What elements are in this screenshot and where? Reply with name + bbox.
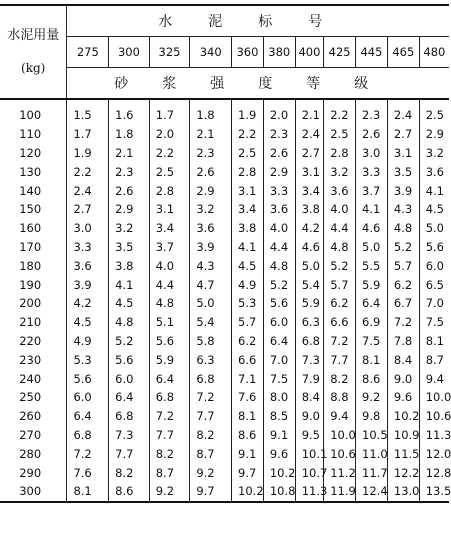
strength-cell: 1.9 [67, 144, 109, 163]
table-row [0, 275, 449, 294]
strength-cell: 5.2 [263, 275, 295, 294]
strength-cell: 3.1 [149, 200, 190, 219]
cement-amount-cell: 220 [0, 332, 67, 351]
strength-cell: 10.7 [295, 463, 324, 482]
strength-cell: 2.7 [67, 200, 109, 219]
strength-cell: 8.6 [109, 482, 150, 502]
strength-cell: 4.5 [67, 313, 109, 332]
strength-cell: 5.3 [67, 350, 109, 369]
table-row [0, 181, 449, 200]
strength-cell: 2.6 [190, 162, 232, 181]
cement-amount-cell: 100 [0, 99, 67, 125]
strength-table-wrapper [0, 4, 449, 503]
cement-amount-cell: 150 [0, 200, 67, 219]
strength-cell: 5.3 [232, 294, 264, 313]
table-row [0, 99, 449, 125]
table-row [0, 125, 449, 144]
strength-cell: 8.2 [109, 463, 150, 482]
strength-cell: 4.5 [232, 256, 264, 275]
strength-cell: 10.6 [324, 444, 356, 463]
strength-cell: 3.9 [67, 275, 109, 294]
cement-grade-480: 480 [419, 37, 449, 68]
strength-cell: 2.2 [324, 99, 356, 125]
strength-cell: 5.2 [387, 238, 419, 257]
strength-cell: 2.4 [387, 99, 419, 125]
cement-amount-cell: 230 [0, 350, 67, 369]
table-body [0, 99, 449, 502]
cement-amount-cell: 280 [0, 444, 67, 463]
strength-cell: 5.4 [190, 313, 232, 332]
strength-cell: 3.0 [356, 144, 388, 163]
mortar-strength-table [0, 4, 449, 503]
cement-amount-cell: 180 [0, 256, 67, 275]
strength-cell: 3.1 [295, 162, 324, 181]
strength-cell: 9.0 [387, 369, 419, 388]
strength-cell: 5.7 [387, 256, 419, 275]
strength-cell: 4.4 [263, 238, 295, 257]
strength-cell: 10.2 [263, 463, 295, 482]
strength-cell: 2.2 [67, 162, 109, 181]
strength-cell: 2.0 [149, 125, 190, 144]
cement-grade-340: 340 [190, 37, 232, 68]
strength-cell: 3.6 [67, 256, 109, 275]
strength-cell: 10.2 [387, 407, 419, 426]
strength-cell: 8.2 [149, 444, 190, 463]
strength-cell: 5.6 [109, 350, 150, 369]
strength-cell: 9.2 [190, 463, 232, 482]
strength-cell: 8.2 [190, 426, 232, 445]
table-row [0, 388, 449, 407]
strength-cell: 6.4 [263, 332, 295, 351]
strength-cell: 1.5 [67, 99, 109, 125]
cement-grade-400: 400 [295, 37, 324, 68]
strength-cell: 1.8 [109, 125, 150, 144]
cement-amount-cell: 160 [0, 219, 67, 238]
strength-cell: 12.2 [387, 463, 419, 482]
strength-cell: 4.2 [295, 219, 324, 238]
strength-cell: 2.2 [149, 144, 190, 163]
strength-cell: 4.9 [232, 275, 264, 294]
table-row [0, 313, 449, 332]
table-row [0, 162, 449, 181]
table-row [0, 238, 449, 257]
strength-cell: 4.5 [109, 294, 150, 313]
strength-cell: 5.9 [356, 275, 388, 294]
cement-grade-445: 445 [356, 37, 388, 68]
strength-cell: 3.4 [149, 219, 190, 238]
table-header [0, 5, 449, 99]
table-row [0, 426, 449, 445]
table-row [0, 256, 449, 275]
strength-cell: 4.0 [263, 219, 295, 238]
strength-cell: 6.5 [419, 275, 449, 294]
strength-cell: 3.9 [387, 181, 419, 200]
strength-cell: 6.0 [419, 256, 449, 275]
strength-cell: 5.4 [295, 275, 324, 294]
strength-cell: 11.9 [324, 482, 356, 502]
strength-cell: 4.3 [190, 256, 232, 275]
cement-grade-360: 360 [232, 37, 264, 68]
table-row [0, 144, 449, 163]
strength-cell: 7.6 [67, 463, 109, 482]
strength-cell: 5.6 [149, 332, 190, 351]
cement-amount-cell: 260 [0, 407, 67, 426]
strength-cell: 9.2 [149, 482, 190, 502]
strength-cell: 3.3 [67, 238, 109, 257]
strength-cell: 9.1 [263, 426, 295, 445]
strength-cell: 7.5 [263, 369, 295, 388]
strength-cell: 12.8 [419, 463, 449, 482]
strength-cell: 6.3 [295, 313, 324, 332]
strength-cell: 10.0 [324, 426, 356, 445]
strength-cell: 4.3 [387, 200, 419, 219]
strength-cell: 7.9 [295, 369, 324, 388]
strength-cell: 3.6 [190, 219, 232, 238]
strength-cell: 2.8 [324, 144, 356, 163]
strength-cell: 10.5 [356, 426, 388, 445]
strength-cell: 8.6 [232, 426, 264, 445]
strength-cell: 2.4 [67, 181, 109, 200]
strength-cell: 8.2 [324, 369, 356, 388]
strength-cell: 2.5 [324, 125, 356, 144]
strength-cell: 4.4 [324, 219, 356, 238]
strength-cell: 3.9 [190, 238, 232, 257]
strength-cell: 1.8 [190, 99, 232, 125]
strength-cell: 7.2 [190, 388, 232, 407]
strength-cell: 4.1 [232, 238, 264, 257]
strength-cell: 6.6 [232, 350, 264, 369]
strength-cell: 7.5 [419, 313, 449, 332]
strength-cell: 11.7 [356, 463, 388, 482]
strength-cell: 4.0 [149, 256, 190, 275]
cement-amount-cell: 290 [0, 463, 67, 482]
strength-cell: 5.8 [190, 332, 232, 351]
strength-cell: 3.7 [356, 181, 388, 200]
strength-cell: 2.6 [109, 181, 150, 200]
strength-cell: 9.1 [232, 444, 264, 463]
strength-cell: 4.1 [419, 181, 449, 200]
table-row [0, 294, 449, 313]
strength-cell: 5.0 [190, 294, 232, 313]
cement-amount-cell: 140 [0, 181, 67, 200]
strength-cell: 7.5 [356, 332, 388, 351]
strength-cell: 2.9 [190, 181, 232, 200]
cement-amount-cell: 120 [0, 144, 67, 163]
strength-cell: 8.0 [263, 388, 295, 407]
strength-cell: 12.4 [356, 482, 388, 502]
cement-amount-cell: 190 [0, 275, 67, 294]
strength-cell: 3.6 [419, 162, 449, 181]
strength-cell: 3.2 [324, 162, 356, 181]
strength-cell: 6.6 [324, 313, 356, 332]
strength-cell: 3.8 [295, 200, 324, 219]
strength-cell: 5.9 [149, 350, 190, 369]
strength-cell: 6.4 [149, 369, 190, 388]
strength-cell: 2.1 [109, 144, 150, 163]
strength-cell: 6.4 [356, 294, 388, 313]
strength-cell: 5.7 [324, 275, 356, 294]
strength-cell: 4.6 [356, 219, 388, 238]
strength-cell: 5.0 [295, 256, 324, 275]
strength-cell: 9.5 [295, 426, 324, 445]
strength-cell: 4.8 [263, 256, 295, 275]
strength-cell: 3.3 [263, 181, 295, 200]
cement-grade-title: 水泥标号 [67, 5, 449, 37]
strength-cell: 4.9 [67, 332, 109, 351]
cement-grade-300: 300 [109, 37, 150, 68]
strength-cell: 7.8 [387, 332, 419, 351]
strength-cell: 7.3 [295, 350, 324, 369]
strength-cell: 3.8 [109, 256, 150, 275]
strength-cell: 3.5 [109, 238, 150, 257]
strength-cell: 4.8 [149, 294, 190, 313]
strength-cell: 10.9 [387, 426, 419, 445]
strength-cell: 4.1 [109, 275, 150, 294]
mortar-strength-title: 砂浆强度等级 [67, 68, 449, 100]
strength-cell: 4.2 [67, 294, 109, 313]
strength-cell: 3.3 [356, 162, 388, 181]
strength-cell: 6.2 [387, 275, 419, 294]
cement-grade-465: 465 [387, 37, 419, 68]
strength-cell: 8.1 [356, 350, 388, 369]
strength-cell: 9.4 [324, 407, 356, 426]
strength-cell: 12.0 [419, 444, 449, 463]
strength-cell: 5.6 [67, 369, 109, 388]
strength-cell: 5.6 [263, 294, 295, 313]
strength-cell: 6.8 [295, 332, 324, 351]
strength-cell: 10.1 [295, 444, 324, 463]
strength-cell: 2.0 [263, 99, 295, 125]
strength-cell: 3.2 [419, 144, 449, 163]
strength-cell: 2.8 [149, 181, 190, 200]
strength-cell: 5.2 [109, 332, 150, 351]
strength-cell: 6.8 [67, 426, 109, 445]
cement-amount-cell: 250 [0, 388, 67, 407]
strength-cell: 2.9 [263, 162, 295, 181]
table-row [0, 219, 449, 238]
strength-cell: 11.2 [324, 463, 356, 482]
cement-amount-cell: 240 [0, 369, 67, 388]
cement-amount-header [0, 5, 67, 99]
strength-cell: 2.5 [149, 162, 190, 181]
strength-cell: 10.6 [419, 407, 449, 426]
strength-cell: 2.3 [263, 125, 295, 144]
strength-cell: 2.3 [356, 99, 388, 125]
strength-cell: 6.9 [356, 313, 388, 332]
strength-cell: 9.6 [387, 388, 419, 407]
strength-cell: 5.6 [419, 238, 449, 257]
strength-cell: 2.2 [232, 125, 264, 144]
table-row [0, 463, 449, 482]
strength-cell: 7.6 [232, 388, 264, 407]
table-row [0, 482, 449, 502]
strength-cell: 2.3 [109, 162, 150, 181]
strength-cell: 8.7 [190, 444, 232, 463]
strength-cell: 4.8 [109, 313, 150, 332]
strength-cell: 11.3 [419, 426, 449, 445]
strength-cell: 5.9 [295, 294, 324, 313]
cement-amount-label: 水泥用量 [7, 28, 60, 43]
cement-grade-275: 275 [67, 37, 109, 68]
strength-cell: 5.0 [356, 238, 388, 257]
strength-cell: 10.2 [232, 482, 264, 502]
strength-cell: 2.1 [190, 125, 232, 144]
cement-amount-unit: (kg) [21, 61, 46, 75]
strength-cell: 7.2 [324, 332, 356, 351]
cement-amount-cell: 130 [0, 162, 67, 181]
strength-cell: 6.4 [67, 407, 109, 426]
strength-cell: 9.7 [232, 463, 264, 482]
strength-cell: 6.8 [190, 369, 232, 388]
strength-cell: 7.1 [232, 369, 264, 388]
strength-cell: 9.2 [356, 388, 388, 407]
strength-cell: 4.5 [419, 200, 449, 219]
strength-cell: 2.1 [295, 99, 324, 125]
strength-cell: 3.1 [232, 181, 264, 200]
strength-cell: 11.3 [295, 482, 324, 502]
strength-cell: 10.0 [419, 388, 449, 407]
strength-cell: 4.4 [149, 275, 190, 294]
strength-cell: 2.9 [109, 200, 150, 219]
cement-grade-425: 425 [324, 37, 356, 68]
cement-grade-row [0, 37, 449, 68]
strength-cell: 3.4 [295, 181, 324, 200]
strength-cell: 6.0 [263, 313, 295, 332]
strength-cell: 9.0 [295, 407, 324, 426]
strength-cell: 3.1 [387, 144, 419, 163]
strength-cell: 7.0 [419, 294, 449, 313]
strength-cell: 2.5 [232, 144, 264, 163]
cement-grade-380: 380 [263, 37, 295, 68]
strength-cell: 3.4 [232, 200, 264, 219]
strength-cell: 6.2 [324, 294, 356, 313]
table-row [0, 200, 449, 219]
table-row [0, 369, 449, 388]
strength-cell: 8.7 [419, 350, 449, 369]
cement-amount-cell: 200 [0, 294, 67, 313]
strength-cell: 3.0 [67, 219, 109, 238]
strength-cell: 8.4 [295, 388, 324, 407]
strength-cell: 1.7 [67, 125, 109, 144]
cement-amount-cell: 210 [0, 313, 67, 332]
strength-cell: 7.7 [324, 350, 356, 369]
strength-cell: 8.1 [67, 482, 109, 502]
strength-cell: 4.1 [356, 200, 388, 219]
strength-cell: 2.8 [232, 162, 264, 181]
strength-cell: 4.0 [324, 200, 356, 219]
strength-cell: 8.6 [356, 369, 388, 388]
strength-cell: 8.8 [324, 388, 356, 407]
strength-cell: 11.5 [387, 444, 419, 463]
strength-cell: 7.0 [263, 350, 295, 369]
strength-cell: 9.8 [356, 407, 388, 426]
strength-cell: 5.1 [149, 313, 190, 332]
strength-cell: 2.7 [295, 144, 324, 163]
strength-cell: 4.8 [324, 238, 356, 257]
strength-cell: 6.4 [109, 388, 150, 407]
strength-cell: 6.7 [387, 294, 419, 313]
strength-cell: 8.1 [419, 332, 449, 351]
strength-cell: 7.2 [387, 313, 419, 332]
strength-cell: 2.9 [419, 125, 449, 144]
strength-cell: 2.6 [263, 144, 295, 163]
strength-cell: 6.8 [149, 388, 190, 407]
strength-cell: 3.2 [109, 219, 150, 238]
strength-cell: 4.6 [295, 238, 324, 257]
strength-cell: 6.0 [67, 388, 109, 407]
strength-cell: 2.5 [419, 99, 449, 125]
strength-cell: 2.6 [356, 125, 388, 144]
strength-cell: 2.3 [190, 144, 232, 163]
strength-cell: 1.9 [232, 99, 264, 125]
strength-cell: 8.4 [387, 350, 419, 369]
strength-cell: 7.7 [190, 407, 232, 426]
strength-cell: 4.7 [190, 275, 232, 294]
table-row [0, 407, 449, 426]
strength-cell: 6.2 [232, 332, 264, 351]
strength-cell: 3.8 [232, 219, 264, 238]
strength-cell: 9.6 [263, 444, 295, 463]
strength-cell: 9.4 [419, 369, 449, 388]
strength-cell: 2.7 [387, 125, 419, 144]
strength-cell: 7.3 [109, 426, 150, 445]
strength-cell: 2.4 [295, 125, 324, 144]
strength-cell: 3.7 [149, 238, 190, 257]
table-row [0, 444, 449, 463]
strength-cell: 5.7 [232, 313, 264, 332]
table-row [0, 332, 449, 351]
strength-cell: 5.5 [356, 256, 388, 275]
strength-cell: 13.0 [387, 482, 419, 502]
strength-cell: 7.2 [149, 407, 190, 426]
strength-cell: 3.6 [324, 181, 356, 200]
strength-cell: 3.6 [263, 200, 295, 219]
strength-cell: 6.3 [190, 350, 232, 369]
strength-cell: 3.2 [190, 200, 232, 219]
strength-cell: 8.5 [263, 407, 295, 426]
cement-amount-cell: 170 [0, 238, 67, 257]
strength-cell: 1.6 [109, 99, 150, 125]
strength-cell: 8.7 [149, 463, 190, 482]
cement-amount-cell: 300 [0, 482, 67, 502]
strength-cell: 7.7 [149, 426, 190, 445]
strength-cell: 4.8 [387, 219, 419, 238]
strength-cell: 6.0 [109, 369, 150, 388]
strength-cell: 9.7 [190, 482, 232, 502]
strength-cell: 7.2 [67, 444, 109, 463]
table-row [0, 350, 449, 369]
cement-grade-325: 325 [149, 37, 190, 68]
strength-cell: 11.0 [356, 444, 388, 463]
strength-cell: 13.5 [419, 482, 449, 502]
strength-cell: 3.5 [387, 162, 419, 181]
strength-cell: 10.8 [263, 482, 295, 502]
strength-cell: 8.1 [232, 407, 264, 426]
strength-cell: 6.8 [109, 407, 150, 426]
cement-amount-cell: 110 [0, 125, 67, 144]
strength-cell: 1.7 [149, 99, 190, 125]
strength-cell: 5.0 [419, 219, 449, 238]
cement-amount-cell: 270 [0, 426, 67, 445]
strength-cell: 5.2 [324, 256, 356, 275]
strength-cell: 7.7 [109, 444, 150, 463]
